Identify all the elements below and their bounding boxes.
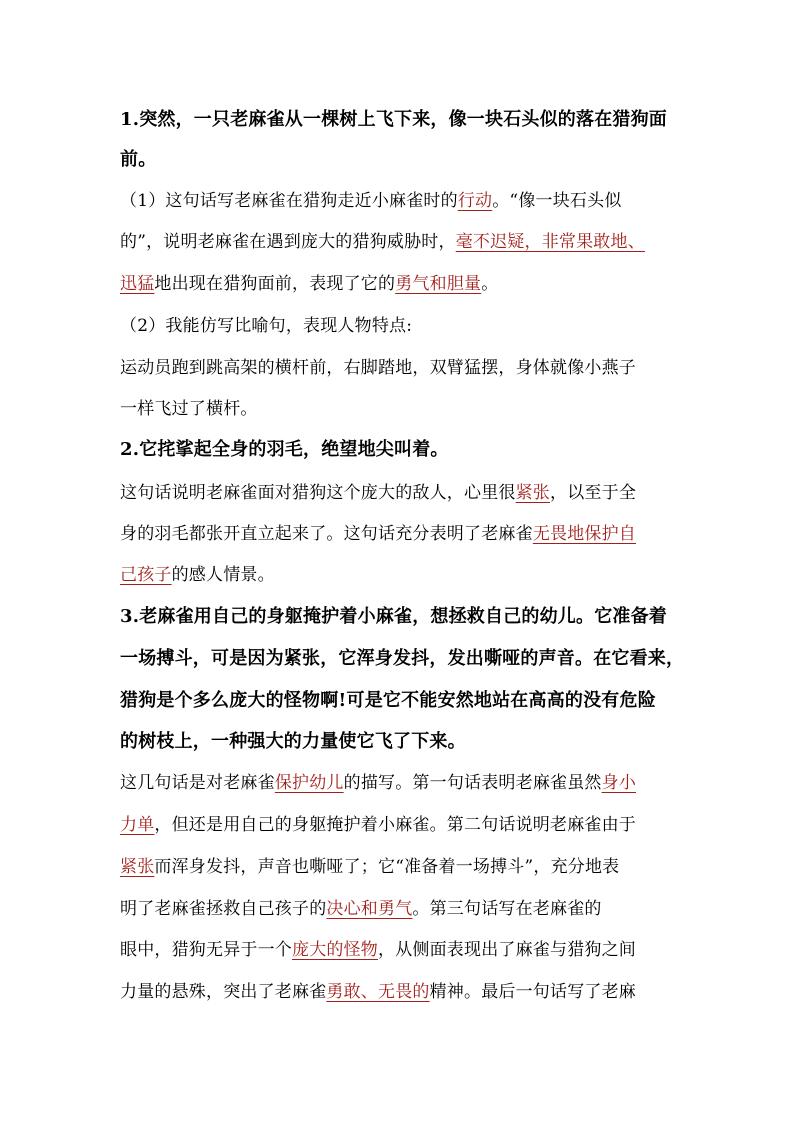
highlighted-phrase: 迅猛 [120,274,155,294]
question-1-line-2 [120,151,156,169]
highlighted-phrase: 紧张 [515,483,551,503]
text-segment: 的描写。第一句话表明老麻雀虽然 [343,773,602,793]
highlighted-phrase: 紧张 [120,857,155,877]
text-segment: （2）我能仿写比喻句，表现人物特点: [120,316,413,336]
text-segment: 。 [481,274,499,294]
question-1-line-1 [120,111,667,129]
text-segment: 3.老麻雀用自己的身躯掩护着小麻雀，想拯救自己的幼儿。它准备着 [120,606,667,627]
text-segment: 的”，说明老麻雀在遇到庞大的猎狗威胁时， [120,232,456,252]
question-3-line-3 [120,692,656,710]
answer-1-line-2 [120,234,645,251]
highlighted-phrase: 无畏地保护自 [532,524,637,544]
answer-3-line-6 [120,984,636,1001]
answer-3-line-5 [120,942,636,959]
text-segment: ，以至于全 [550,483,637,503]
answer-1-line-1 [120,193,622,210]
highlighted-phrase: 勇敢、无畏的 [326,982,430,1002]
question-3-line-1 [120,608,667,626]
text-segment: 这句话说明老麻雀面对猎狗这个庞大的敌人，心里很 [120,483,516,503]
text-segment: 明了老麻雀拯救自己孩子的 [120,899,327,919]
text-segment: 精神。最后一句话写了老麻 [429,982,637,1002]
answer-1-line-4 [120,318,412,335]
highlighted-phrase: 行动 [457,191,493,211]
text-segment: ，但还是用自己的身躯掩护着小麻雀。第二句话说明老麻雀由于 [154,815,637,835]
text-segment: 。“像一块石头似 [492,191,622,211]
text-segment: 力量的悬殊，突出了老麻雀 [120,982,327,1002]
answer-1-line-3 [120,276,498,293]
question-3-line-2 [120,650,684,668]
text-segment: 的感人情景。 [171,565,275,585]
text-segment: 眼中，猎狗无异于一个 [120,940,292,960]
answer-2-line-1 [120,485,636,502]
text-segment: 身的羽毛都张开直立起来了。这句话充分表明了老麻雀 [120,524,533,544]
answer-2-line-2 [120,526,636,543]
text-segment: 运动员跑到跳高架的横杆前，右脚踏地，双臂猛摆，身体就像小燕子 [120,358,636,378]
text-segment: 猎狗是个多么庞大的怪物啊!可是它不能安然地站在高高的没有危险 [120,690,656,711]
answer-3-line-4 [120,901,602,918]
answer-3-line-2 [120,817,636,834]
text-segment: 一场搏斗，可是因为紧张，它浑身发抖，发出嘶哑的声音。在它看来， [120,648,685,669]
text-segment: 2.它挓挲起全身的羽毛，绝望地尖叫着。 [120,439,449,460]
answer-1-line-5 [120,360,636,377]
question-3-line-4 [120,733,466,751]
text-segment: 而浑身发抖，声音也嘶哑了；它“准备着一场搏斗”，充分地表 [154,857,620,877]
highlighted-phrase: 身小 [601,773,637,793]
text-segment: 地出现在猎狗面前，表现了它的 [154,274,396,294]
highlighted-phrase: 保护幼儿 [274,773,344,793]
highlighted-phrase: 毫不迟疑，非常果敢地、 [455,232,645,252]
text-segment: 这几句话是对老麻雀 [120,773,275,793]
text-segment: （1）这句话写老麻雀在猎狗走近小麻雀时的 [120,191,458,211]
highlighted-phrase: 庞大的怪物 [292,940,378,960]
answer-3-line-1 [120,775,636,792]
highlighted-phrase: 勇气和胆量 [395,274,482,294]
text-segment: 。第三句话写在老麻雀的 [412,899,602,919]
answer-1-line-6 [120,401,258,418]
answer-3-line-3 [120,859,619,876]
answer-2-line-3 [120,567,275,584]
text-segment: 1.突然，一只老麻雀从一棵树上飞下来，像一块石头似的落在猎狗面 [120,109,667,130]
text-segment: 一样飞过了横杆。 [120,399,258,419]
highlighted-phrase: 己孩子 [120,565,172,585]
text-segment: 的树枝上，一种强大的力量使它飞了下来。 [120,731,466,752]
highlighted-phrase: 力单 [120,815,155,835]
text-segment: 前。 [120,149,157,170]
text-segment: ，从侧面表现出了麻雀与猎狗之间 [378,940,636,960]
highlighted-phrase: 决心和勇气 [326,899,413,919]
question-2-line-1 [120,441,449,459]
